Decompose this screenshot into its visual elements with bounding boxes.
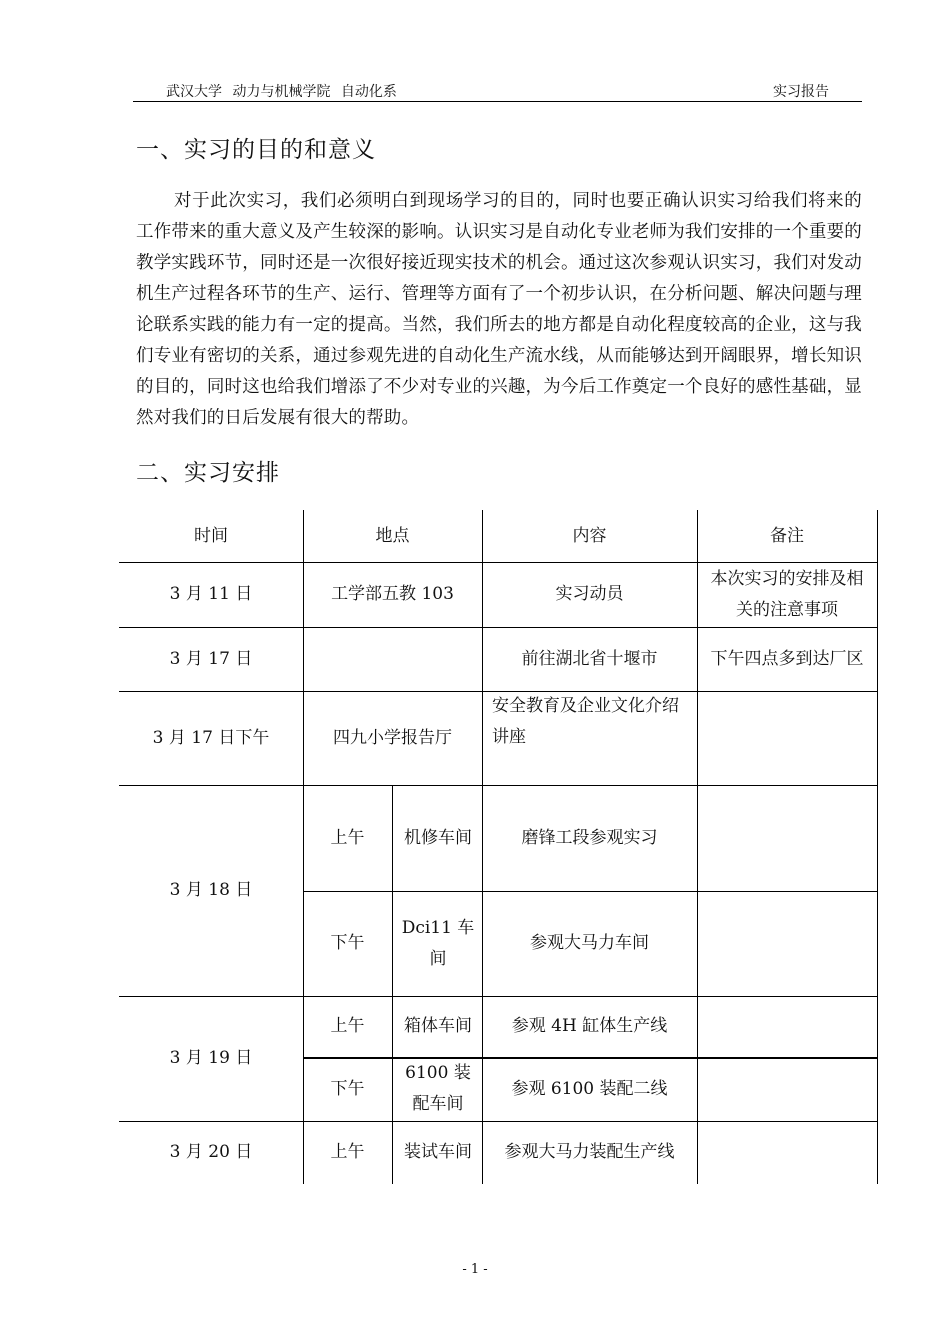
table-cell-content: 参观 6100 装配二线 — [511, 1078, 668, 1099]
table-header-time: 时间 — [194, 525, 228, 546]
table-cell-note — [697, 691, 877, 785]
table-cell-period: 上午 — [330, 1142, 365, 1162]
section-2-title: 二、实习安排 — [136, 460, 280, 486]
table-header-note: 备注 — [770, 525, 804, 546]
table-cell-workshop: Dci11 车间 — [401, 917, 475, 969]
header-divider — [133, 101, 862, 102]
header-left-text: 武汉大学 动力与机械学院 自动化系 — [166, 84, 397, 100]
section-1-paragraph: 对于此次实习，我们必须明白到现场学习的目的，同时也要正确认识实习给我们将来的工作带来的重大意义及产生较深的影响。认识实习是自动化专业老师为我们安排的一个重要的教学实践环节，同时还是一次很好接近现实技术的机会。通过这次参观认识实习，我们对发动机生产过程各环节的生产、运行、管理等方面有了一个初步认识，在分析问题、解决问题与理论联系实践的能力有一定的提高。当然，我们所去的地方都是自动化程度较高的企业，这与我们专业有密切的关系，通过参观先进的自动化生产流水线，从而能够达到开阔眼界，增长知识的目的，同时这也给我们增添了不少对专业的兴趣，为今后工作奠定一个良好的感性基础，显然对我们的日后发展有很大的帮助。 — [136, 191, 862, 428]
table-cell-time: 3 月 20 日 — [169, 1142, 253, 1162]
header-right-text: 实习报告 — [773, 84, 829, 100]
table-column-rule — [877, 510, 878, 1184]
table-cell-workshop: 装试车间 — [404, 1142, 472, 1162]
table-cell-workshop: 机修车间 — [404, 827, 472, 848]
table-cell-place: 四九小学报告厅 — [333, 727, 452, 748]
table-cell-content: 实习动员 — [555, 584, 624, 604]
table-cell-content: 参观大马力装配生产线 — [504, 1142, 675, 1162]
table-cell-workshop: 箱体车间 — [404, 1016, 472, 1036]
table-cell-time: 3 月 17 日下午 — [152, 727, 270, 748]
table-cell-time: 3 月 11 日 — [169, 584, 253, 604]
table-cell-place: 工学部五教 103 — [331, 584, 454, 604]
table-cell-content: 安全教育及企业文化介绍讲座 — [492, 696, 679, 747]
table-cell-content: 前往湖北省十堰市 — [521, 648, 658, 669]
table-cell-workshop: 6100 装配车间 — [405, 1063, 471, 1114]
table-header-place: 地点 — [375, 525, 410, 546]
table-cell-content: 磨锋工段参观实习 — [521, 827, 658, 848]
table-cell-period: 下午 — [330, 933, 365, 953]
table-header-content: 内容 — [572, 525, 607, 546]
table-cell-note: 本次实习的安排及相关的注意事项 — [710, 568, 864, 620]
table-cell-period: 上午 — [330, 827, 365, 848]
table-cell-time: 3 月 17 日 — [169, 648, 253, 669]
page-number: - 1 - — [462, 1262, 488, 1277]
table-cell-content: 参观大马力车间 — [530, 933, 649, 953]
table-cell-time: 3 月 18 日 — [169, 880, 253, 900]
table-cell-note: 下午四点多到达厂区 — [710, 648, 864, 669]
section-1-title: 一、实习的目的和意义 — [136, 137, 376, 163]
table-column-rule — [697, 510, 698, 1184]
table-cell-content: 参观 4H 缸体生产线 — [511, 1016, 668, 1036]
table-cell-time: 3 月 19 日 — [169, 1048, 253, 1068]
table-cell-place — [303, 627, 482, 691]
table-cell-period: 下午 — [330, 1078, 365, 1099]
table-cell-period: 上午 — [330, 1016, 365, 1036]
table-column-rule — [392, 785, 393, 1184]
